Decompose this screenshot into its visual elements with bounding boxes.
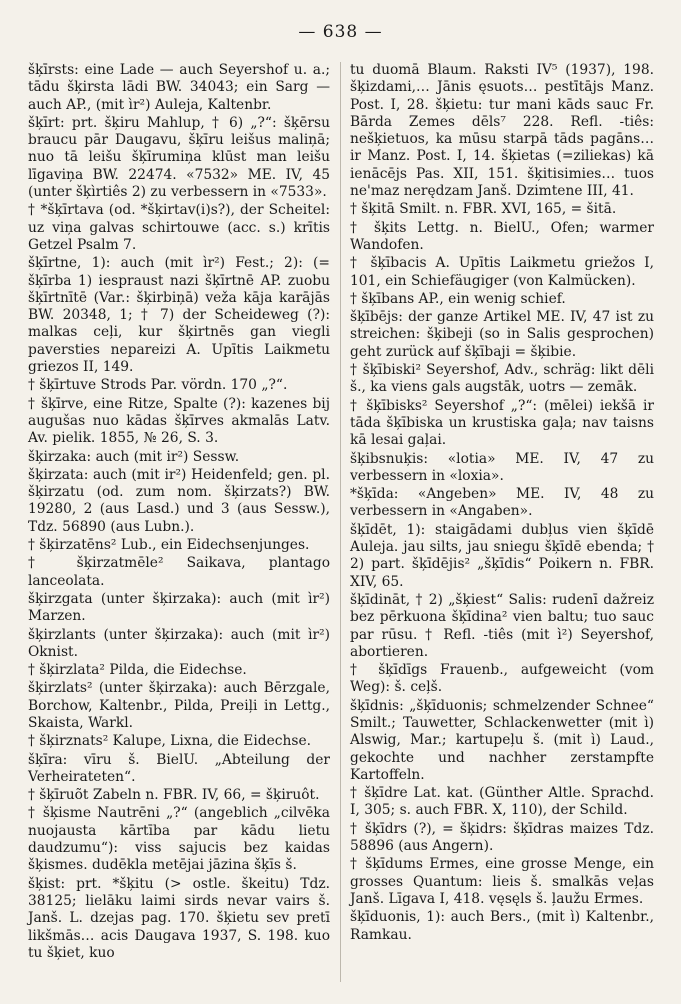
dictionary-entry: šķīdnis: „šķīduonis; schmelzender Schnee“ Smilt.; Tauwetter, Schlackenwetter (mit ì) Alswig, Mar.; kartupeļu š. (mit ì) Laud., gekochte und nachher zerstampfte Kartoffeln. [350, 697, 654, 783]
column-divider [340, 62, 341, 982]
dictionary-entry: † šķirzatmēle² Saikava, plantago lanceolata. [28, 555, 330, 589]
dictionary-entry: † šķīdre Lat. kat. (Günther Altle. Sprachd. I, 305; s. auch FBR. X, 110), der Schild. [350, 785, 654, 819]
dictionary-entry: † šķībisks² Seyershof „?“: (mēlei) iekšā ir tāda šķībiska un krustiska gaļa; nav taisns kā lesai gaļai. [350, 397, 654, 449]
dictionary-entry: † šķīrtuve Strods Par. vördn. 170 „?“. [28, 377, 288, 394]
dictionary-entry: šķirzaka: auch (mit ir²) Sessw. [28, 448, 240, 465]
dictionary-entry: † šķirznats² Kalupe, Lixna, die Eidechse. [28, 733, 312, 750]
dictionary-entry: *šķīda: «Angeben» ME. IV, 48 zu verbessern in «Angaben». [350, 486, 654, 520]
dictionary-entry: šķīrt: prt. šķiru Mahlup, † 6) „?“: šķērsu braucu pār Daugavu, šķīru leišus maliņā; nuo tā leišu šķīrumiņa klūst man leišu līgaviņa BW. 22474. «7532» ME. IV, 45 (unter šķìrtiês 2) zu verbessern in «7533». [28, 114, 330, 201]
dictionary-entry: šķist: prt. *šķitu (> ostle. škeitu) Tdz. 38125; lielāku laimi sirds nevar vairs š. Janš. L. dzejas pag. 170. šķietu sev pretī likšmās… acis Daugava 1937, S. 198. kuo tu šķiet, kuo [28, 875, 330, 961]
dictionary-entry: šķīra: vīru š. BielU. „Abteilung der Verheirateten“. [28, 751, 330, 785]
dictionary-entry: šķirzlats² (unter šķirzaka): auch Bērzgale, Borchow, Kaltenbr., Pilda, Preiļi in Lettg., Skaista, Warkl. [28, 680, 330, 731]
dictionary-entry: † šķībacis A. Upītis Laikmetu griežos I, 101, ein Schiefäugiger (von Kalmücken). [350, 255, 654, 289]
dictionary-entry: šķīdēt, 1): staigādami dubļus vien šķīdē Auleja. jau silts, jau sniegu šķīdē ebenda; † 2) part. šķīdējis² „šķīdis“ Poikern n. FBR. XIV, 65. [350, 521, 654, 590]
dictionary-entry: † šķībans AP., ein wenig schief. [350, 290, 566, 307]
dictionary-entry: šķīrsts: eine Lade — auch Seyershof u. a.; tādu šķirsta lādi BW. 34043; ein Sarg — auch AP., (mit ìr²) Auleja, Kaltenbr. [28, 62, 330, 113]
dictionary-entry: šķirzata: auch (mit ir²) Heidenfeld; gen. pl. šķirzatu (od. zum nom. šķirzats?) BW. 19280, 2 (aus Lasd.) und 3 (aus Sessw.), Tdz. 56890 (aus Lubn.). [28, 466, 330, 535]
dictionary-entry: šķibsnuķis: «lotia» ME. IV, 47 zu verbessern in «loxia». [350, 450, 654, 484]
dictionary-entry: † šķīdrs (?), = šķidrs: šķīdras maizes Tdz. 58896 (aus Angern). [350, 820, 654, 855]
dictionary-entry: † šķirzatēns² Lub., ein Eidechsenjunges. [28, 537, 310, 554]
dictionary-entry: † šķīdums Ermes, eine grosse Menge, ein grosses Quantum: lieis š. smalkās veļas Janš. Līgava I, 418. vęsęls š. ļaužu Ermes. [350, 856, 654, 907]
dictionary-entry: šķīdināt, † 2) „šķiest“ Salis: rudenī dažreiz bez pērkuona šķīdina² vien baltu; tuo sauc par rūsu. † Refl. -tiês (mit ì²) Seyershof, abortieren. [350, 591, 654, 660]
dictionary-entry: šķībējs: der ganze Artikel ME. IV, 47 ist zu streichen: šķibeji (so in Salis gesprochen) geht zurück auf šķībaji = šķibie. [350, 309, 654, 360]
dictionary-entry: šķirzlants (unter šķirzaka): auch (mit ìr²) Oknist. [28, 626, 330, 660]
dictionary-entry: † šķits Lettg. n. BielU., Ofen; warmer Wandofen. [350, 219, 654, 253]
dictionary-entry: † šķīrve, eine Ritze, Spalte (?): kazenes bij augušas nuo kādas šķīrves akmalās Latv. Av. pielik. 1855, № 26, S. 3. [28, 395, 330, 447]
dictionary-entry: tu duomā Blaum. Raksti IV⁵ (1937), 198. šķizdami,… Jānis ęsuots… pestītājs Manz. Post. I, 28. šķietu: tur mani kāds sauc Fr. Bārda Zemes dēls⁷ 228. Refl. -tiês: nešķietuos, ka mūsu starpā tāds pagāns… ir Manz. Post. I, 14. šķietas (=ziliekas) kā ienācējs Pas. XII, 151. šķitisimies… tuos ne'maz nerędzam Janš. Dzimtene III, 41. [350, 62, 654, 200]
left-column [28, 62, 330, 963]
dictionary-entry: † šķitā Smilt. n. FBR. XVI, 165, = šitā. [350, 201, 617, 218]
dictionary-entry: šķīrtne, 1): auch (mit ìr²) Fest.; 2): (= šķīrba 1) iespraust nazi šķīrtnē AP. zuobu šķīrtnītē (Var.: šķirbiņā) veža kāja karājās BW. 20348, 1; † 7) der Scheideweg (?): malkas ceļi, kur šķirtnēs gan viegli paversties neparеizi A. Upītis Laikmetu griezos II, 149. [28, 255, 330, 376]
dictionary-entry: † *šķīrtava (od. *šķirtav(i)s?), der Scheitel: uz viņa galvas schirtouwe (acc. s.) krītis Getzel Psalm 7. [28, 202, 330, 253]
dictionary-entry: † šķībiski² Seyershof, Adv., schräg: likt dēli š., ka viens gals augstāk, uotrs — zemāk. [350, 362, 654, 396]
dictionary-entry: † šķīruõt Zabeln n. FBR. IV, 66, = šķiruôt. [28, 787, 320, 804]
dictionary-entry: † šķirzlata² Pilda, die Eidechse. [28, 662, 247, 679]
dictionary-entry: šķirzgata (unter šķirzaka): auch (mit ìr²) Marzen. [28, 590, 330, 625]
right-column [350, 62, 654, 945]
page-number: — 638 — [298, 22, 383, 42]
dictionary-entry: šķīduonis, 1): auch Bers., (mit ì) Kaltenbr., Ramkau. [350, 909, 654, 943]
dictionary-entry: † šķīdīgs Frauenb., aufgeweicht (vom Weg): š. ceļš. [350, 662, 654, 696]
dictionary-entry: † šķisme Nautrēni „?“ (angeblich „cilvēka nuojausta kārtība par kādu lietu daudzumu“): viss sajucis bez kaidas šķismes. dudēkla metējai jāzina šķīs š. [28, 805, 330, 874]
